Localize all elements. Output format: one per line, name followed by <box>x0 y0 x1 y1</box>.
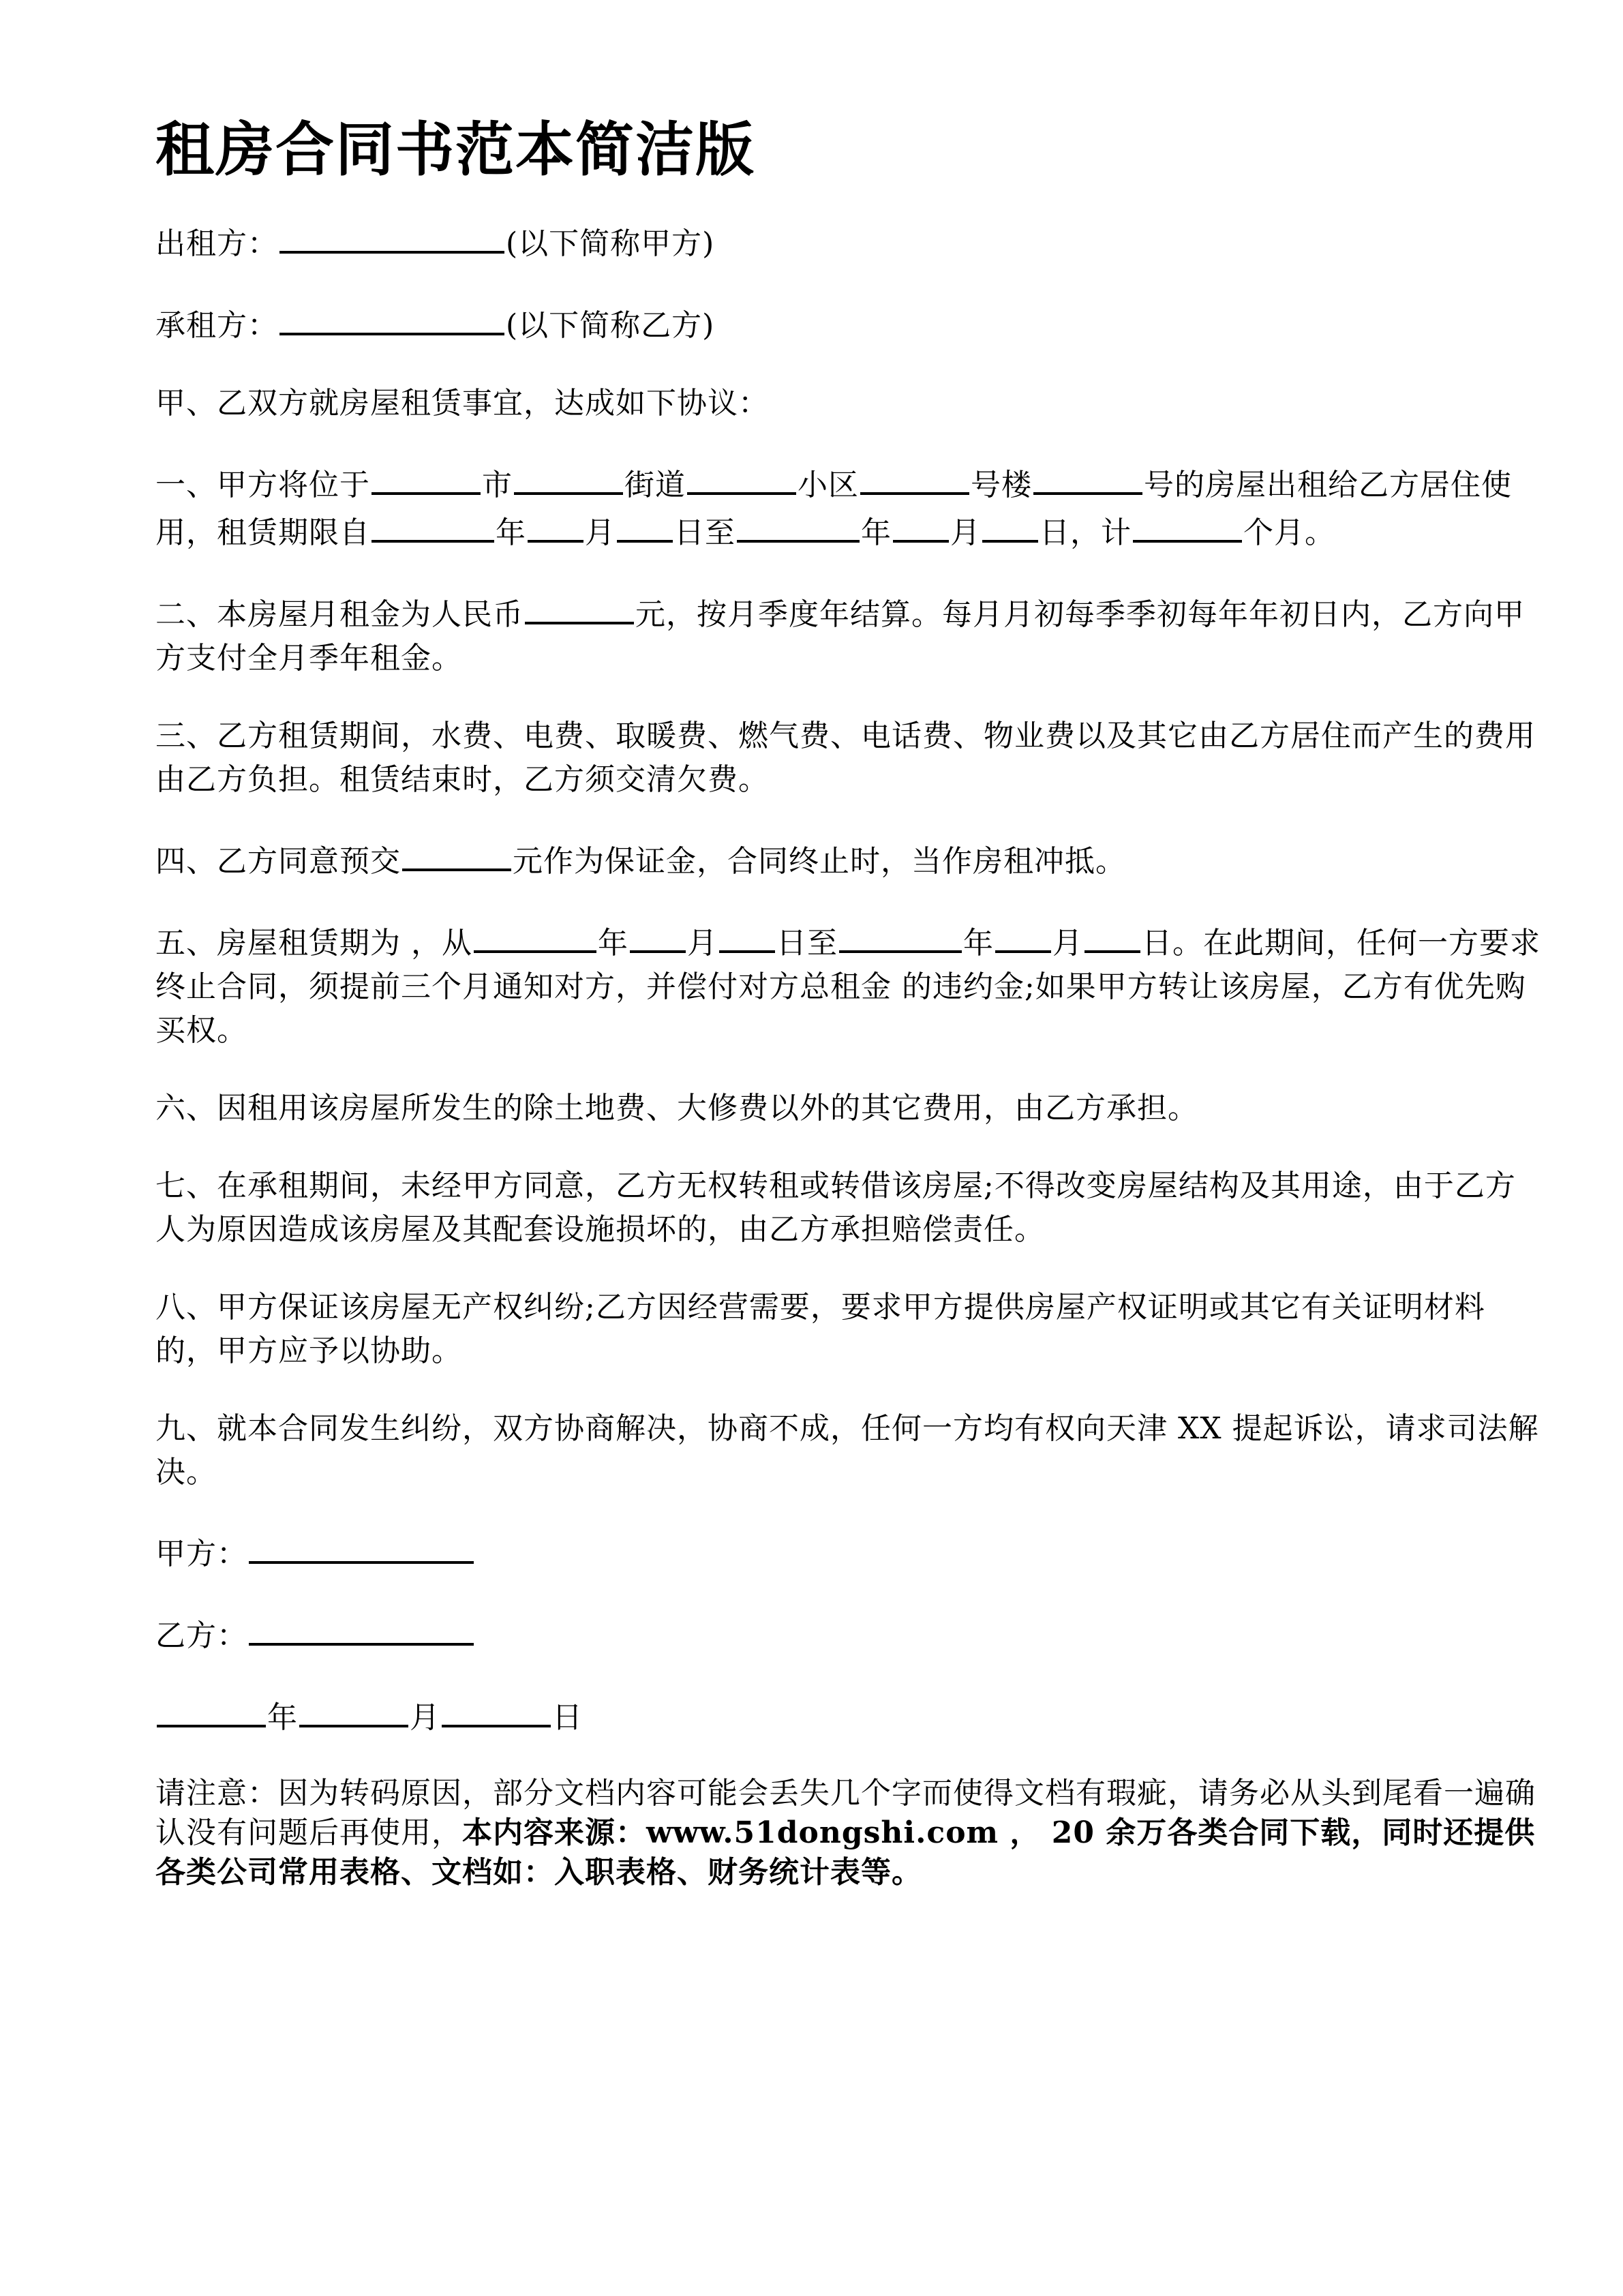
clause-2 <box>155 589 1546 680</box>
lessee-name-blank <box>279 300 504 335</box>
clause-4-text: 四、乙方同意预交 <box>155 844 401 879</box>
start-month-blank <box>528 507 583 543</box>
clause-1-text: 月 <box>950 515 981 550</box>
end-year-blank <box>737 507 860 543</box>
notice-paragraph <box>155 1774 1546 1892</box>
deposit-blank <box>402 836 511 871</box>
clause-1-text: 年 <box>861 515 892 550</box>
notice-source-text: 本内容来源：www.51dongshi.com ， 20 余万各类合同下载，同时还提供各类公司常用表格、文档如：入职表格、财务统计表等。 <box>155 1815 1536 1890</box>
city-blank <box>371 459 481 495</box>
clause-1-text: 年 <box>496 515 526 550</box>
period-start-year-blank <box>474 918 596 953</box>
clause-1 <box>155 459 1546 555</box>
document-content <box>155 109 1546 1922</box>
clause-5-text: 五、房屋租赁期为 ，从 <box>155 926 472 961</box>
party-a-signature-blank <box>249 1528 474 1564</box>
sign-year-blank <box>157 1692 266 1727</box>
party-a-signature-line <box>155 1528 1546 1576</box>
party-a-label: 甲方： <box>155 1537 247 1571</box>
building-blank <box>860 459 969 495</box>
clause-1-text: 日，计 <box>1040 515 1132 550</box>
months-blank <box>1133 507 1242 543</box>
lessor-line <box>155 218 1546 266</box>
clause-9: 九、就本合同发生纠纷，双方协商解决，协商不成，任何一方均有权向天津 XX 提起诉讼，请求司法解决。 <box>155 1411 1539 1490</box>
clause-2-text: 元，按月季度年结算。每月月初每季季初每年年初日内，乙方向甲方支付全月季年租金。 <box>155 597 1525 676</box>
clause-5 <box>155 918 1546 1053</box>
clause-5-text: 日。在此期间，任何一方要求终止合同，须提前三个月通知对方，并偿付对方总租金 的违约金;如果甲方转让该房屋，乙方有优先购买权。 <box>155 926 1541 1048</box>
date-year-label: 年 <box>267 1700 298 1735</box>
date-day-label: 日 <box>552 1700 583 1735</box>
clause-1-text: 市 <box>482 468 513 502</box>
sign-day-blank <box>442 1692 551 1727</box>
rent-amount-blank <box>525 589 634 624</box>
sign-month-blank <box>299 1692 408 1727</box>
clause-5-text: 月 <box>687 926 718 961</box>
clause-6: 六、因租用该房屋所发生的除土地费、大修费以外的其它费用，由乙方承担。 <box>155 1091 1198 1126</box>
room-blank <box>1033 459 1142 495</box>
community-blank <box>687 459 796 495</box>
date-line <box>155 1692 1546 1740</box>
clause-5-text: 月 <box>1052 926 1083 961</box>
clause-2-text: 二、本房屋月租金为人民币 <box>155 597 524 632</box>
start-day-blank <box>617 507 673 543</box>
clause-1-text: 个月。 <box>1243 515 1335 550</box>
clause-5-text: 年 <box>598 926 628 961</box>
clause-1-text: 号的房屋出租给乙方居住使用，租赁期限自 <box>155 468 1512 550</box>
clause-1-text: 号楼 <box>971 468 1032 502</box>
clause-1-text: 街道 <box>624 468 686 502</box>
lessee-line <box>155 300 1546 348</box>
party-b-label: 乙方： <box>155 1618 247 1653</box>
end-month-blank <box>893 507 949 543</box>
lessor-suffix: (以下简称甲方) <box>506 226 715 261</box>
clause-8: 八、甲方保证该房屋无产权纠纷;乙方因经营需要，要求甲方提供房屋产权证明或其它有关证明材料的，甲方应予以协助。 <box>155 1290 1485 1368</box>
period-end-month-blank <box>995 918 1051 953</box>
lessee-suffix: (以下简称乙方) <box>506 308 715 343</box>
period-start-day-blank <box>719 918 775 953</box>
period-start-month-blank <box>630 918 686 953</box>
period-end-day-blank <box>1084 918 1140 953</box>
lessor-name-blank <box>279 218 504 254</box>
date-month-label: 月 <box>410 1700 440 1735</box>
clause-3: 三、乙方租赁期间，水费、电费、取暖费、燃气费、电话费、物业费以及其它由乙方居住而产生的费用由乙方负担。租赁结束时，乙方须交清欠费。 <box>155 719 1536 797</box>
clause-7: 七、在承租期间，未经甲方同意，乙方无权转租或转借该房屋;不得改变房屋结构及其用途，由于乙方人为原因造成该房屋及其配套设施损坏的，由乙方承担赔偿责任。 <box>155 1168 1516 1247</box>
notice-text: 请注意：因为转码原因，部分文档内容可能会丢失几个字而使得文档有瑕疵，请务必从头到尾看一遍确认没有问题后再使用， <box>155 1776 1536 1850</box>
lessor-label: 出租方： <box>155 226 278 261</box>
start-year-blank <box>371 507 494 543</box>
party-b-signature-blank <box>249 1610 474 1646</box>
clause-1-text: 小区 <box>798 468 859 502</box>
document-title: 租房合同书范本简洁版 <box>155 116 755 184</box>
clause-1-text: 一、甲方将位于 <box>155 468 370 502</box>
clause-1-text: 日至 <box>674 515 735 550</box>
street-blank <box>514 459 623 495</box>
end-day-blank <box>982 507 1038 543</box>
clause-1-text: 月 <box>585 515 616 550</box>
period-end-year-blank <box>839 918 962 953</box>
party-b-signature-line <box>155 1610 1546 1658</box>
intro-text: 甲、乙双方就房屋租赁事宜，达成如下协议： <box>155 386 769 421</box>
clause-4-text: 元作为保证金，合同终止时，当作房租冲抵。 <box>513 844 1126 879</box>
lessee-label: 承租方： <box>155 308 278 343</box>
clause-5-text: 年 <box>963 926 994 961</box>
clause-5-text: 日至 <box>776 926 838 961</box>
clause-4 <box>155 836 1546 883</box>
